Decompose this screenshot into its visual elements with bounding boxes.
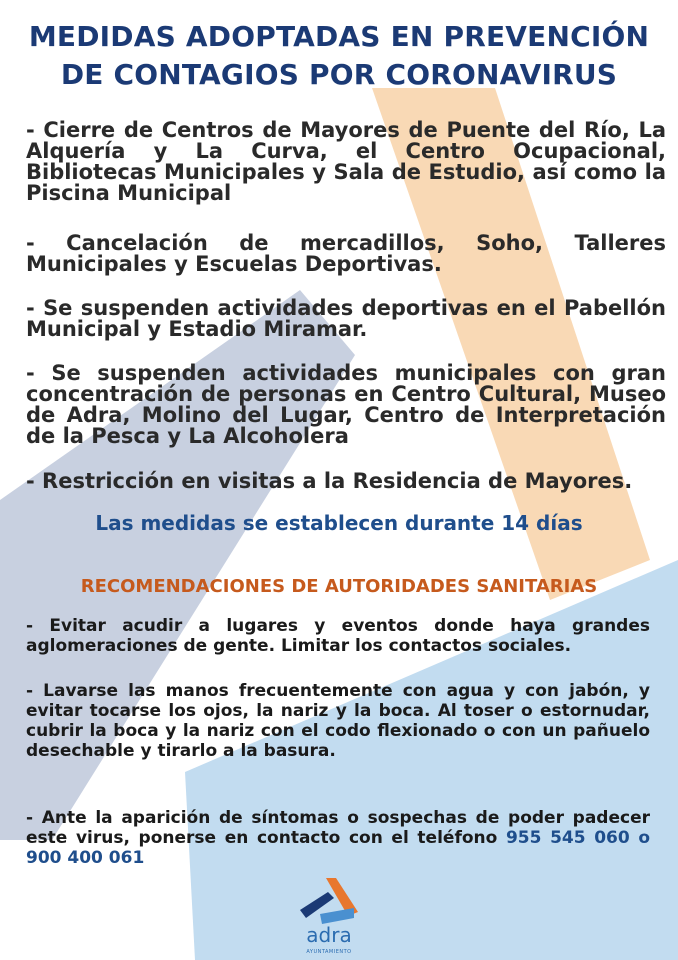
measure-item-residencia: - Restricción en visitas a la Residencia de Mayores. bbox=[26, 469, 633, 493]
recommendations-title: RECOMENDACIONES DE AUTORIDADES SANITARIAS bbox=[80, 576, 598, 597]
title-line-1: MEDIDAS ADOPTADAS EN PREVENCIÓN bbox=[28, 20, 650, 53]
contact-phones: 955 545 060 o 900 400 061 bbox=[26, 828, 650, 868]
title-line-2: DE CONTAGIOS POR CORONAVIRUS bbox=[60, 58, 618, 91]
duration-note: Las medidas se establecen durante 14 días bbox=[95, 511, 583, 535]
adra-logo bbox=[298, 872, 360, 958]
recommendation-item-higiene: - Lavarse las manos frecuentemente con agua y con jabón, y evitar tocarse los ojos, la nariz y la boca. Al toser o estornudar, cubrir la boca y la nariz con el codo flexionado o con un pañuelo desechable y tirarlo a la basura. bbox=[26, 681, 650, 761]
measure-item-deportivas: - Se suspenden actividades deportivas en el Pabellón Municipal y Estadio Miramar. bbox=[26, 296, 666, 341]
logo-mark-icon bbox=[298, 872, 360, 928]
page-title bbox=[0, 18, 678, 94]
measure-item-centros: - Cierre de Centros de Mayores de Puente del Río, La Alquería y La Curva, el Centro Ocupacional, Bibliotecas Municipales y Sala de Estudio, así como la Piscina Municipal bbox=[26, 118, 666, 205]
recommendation-item-aglomeraciones: - Evitar acudir a lugares y eventos donde haya grandes aglomeraciones de gente. Limitar los contactos sociales. bbox=[26, 616, 650, 656]
contact-text: - Ante la aparición de síntomas o sospechas de poder padecer este virus, ponerse en contacto con el teléfono bbox=[26, 808, 650, 848]
measure-item-mercadillos: - Cancelación de mercadillos, Soho, Talleres Municipales y Escuelas Deportivas. bbox=[26, 231, 666, 276]
logo-subtitle: AYUNTAMIENTO bbox=[306, 949, 352, 955]
measure-item-municipales: - Se suspenden actividades municipales con gran concentración de personas en Centro Cultural, Museo de Adra, Molino del Lugar, Centro de Interpretación de la Pesca y La Alcoholera bbox=[26, 361, 666, 448]
contact-note bbox=[26, 808, 650, 868]
logo-name: adra bbox=[306, 923, 352, 947]
